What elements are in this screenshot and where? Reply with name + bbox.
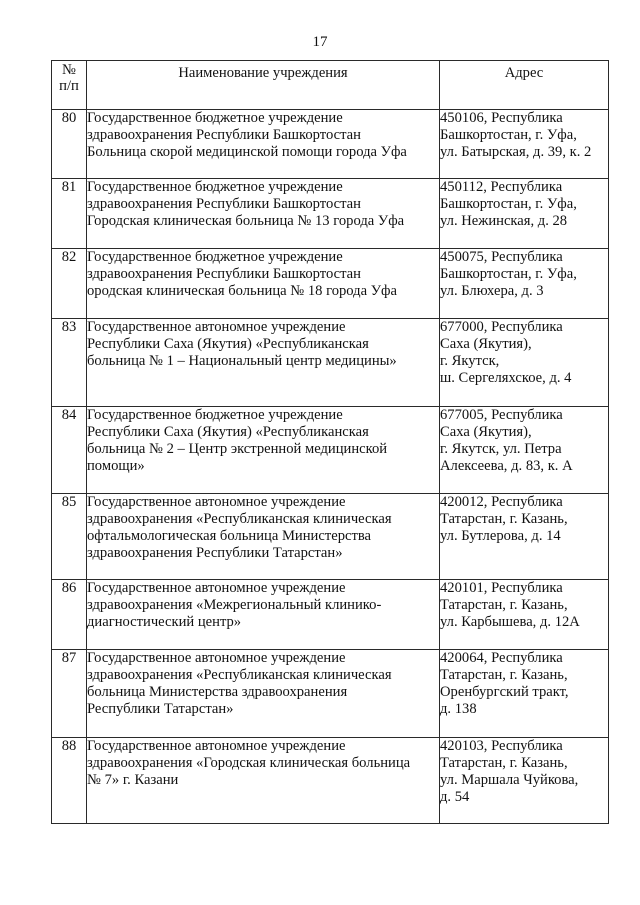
header-address: Адрес — [440, 61, 609, 110]
institution-name: Государственное автономное учреждение здравоохранения «Республиканская клиническая офтальмологическая больница Министерства здравоохранения Республики Татарстан» — [87, 494, 440, 580]
header-number: № п/п — [52, 61, 87, 110]
institution-address: 677005, Республика Саха (Якутия), г. Якутск, ул. Петра Алексеева, д. 83, к. А — [440, 407, 609, 494]
institution-name: Государственное бюджетное учреждение Республики Саха (Якутия) «Республиканская больница № 2 – Центр экстренной медицинской помощи» — [87, 407, 440, 494]
institution-address: 450112, Республика Башкортостан, г. Уфа, ул. Нежинская, д. 28 — [440, 179, 609, 249]
table-row — [52, 179, 609, 249]
institution-name: Государственное автономное учреждение Республики Саха (Якутия) «Республиканская больница № 1 – Национальный центр медицины» — [87, 319, 440, 407]
header-row — [52, 61, 609, 110]
institution-address: 450106, Республика Башкортостан, г. Уфа, ул. Батырская, д. 39, к. 2 — [440, 110, 609, 179]
table-row — [52, 494, 609, 580]
institution-address: 420012, Республика Татарстан, г. Казань, ул. Бутлерова, д. 14 — [440, 494, 609, 580]
row-number: 88 — [52, 738, 87, 824]
institution-name: Государственное автономное учреждение здравоохранения «Межрегиональный клинико- диагностический центр» — [87, 580, 440, 650]
table-row — [52, 407, 609, 494]
institution-name: Государственное бюджетное учреждение здравоохранения Республики Башкортостан Больница скорой медицинской помощи города Уфа — [87, 110, 440, 179]
table-row — [52, 319, 609, 407]
table-row — [52, 650, 609, 738]
institution-address: 420103, Республика Татарстан, г. Казань, ул. Маршала Чуйкова, д. 54 — [440, 738, 609, 824]
institution-address: 420101, Республика Татарстан, г. Казань, ул. Карбышева, д. 12А — [440, 580, 609, 650]
row-number: 84 — [52, 407, 87, 494]
page-number: 17 — [312, 34, 328, 50]
institution-name: Государственное бюджетное учреждение здравоохранения Республики Башкортостан Городская клиническая больница № 13 города Уфа — [87, 179, 440, 249]
header-institution-name: Наименование учреждения — [87, 61, 440, 110]
row-number: 82 — [52, 249, 87, 319]
table-header — [52, 61, 609, 110]
row-number: 85 — [52, 494, 87, 580]
institution-address: 420064, Республика Татарстан, г. Казань, Оренбургский тракт, д. 138 — [440, 650, 609, 738]
institution-name: Государственное автономное учреждение здравоохранения «Городская клиническая больница № 7» г. Казани — [87, 738, 440, 824]
table-row — [52, 580, 609, 650]
row-number: 87 — [52, 650, 87, 738]
institution-name: Государственное автономное учреждение здравоохранения «Республиканская клиническая больница Министерства здравоохранения Республики Татарстан» — [87, 650, 440, 738]
institution-address: 677000, Республика Саха (Якутия), г. Якутск, ш. Сергеляхское, д. 4 — [440, 319, 609, 407]
row-number: 83 — [52, 319, 87, 407]
row-number: 81 — [52, 179, 87, 249]
institutions-table — [51, 60, 609, 824]
table-row — [52, 738, 609, 824]
table-row — [52, 110, 609, 179]
table-row — [52, 249, 609, 319]
row-number: 86 — [52, 580, 87, 650]
institution-address: 450075, Республика Башкортостан, г. Уфа, ул. Блюхера, д. 3 — [440, 249, 609, 319]
row-number: 80 — [52, 110, 87, 179]
table-body — [52, 110, 609, 824]
institution-name: Государственное бюджетное учреждение здравоохранения Республики Башкортостан ородская клиническая больница № 18 города Уфа — [87, 249, 440, 319]
